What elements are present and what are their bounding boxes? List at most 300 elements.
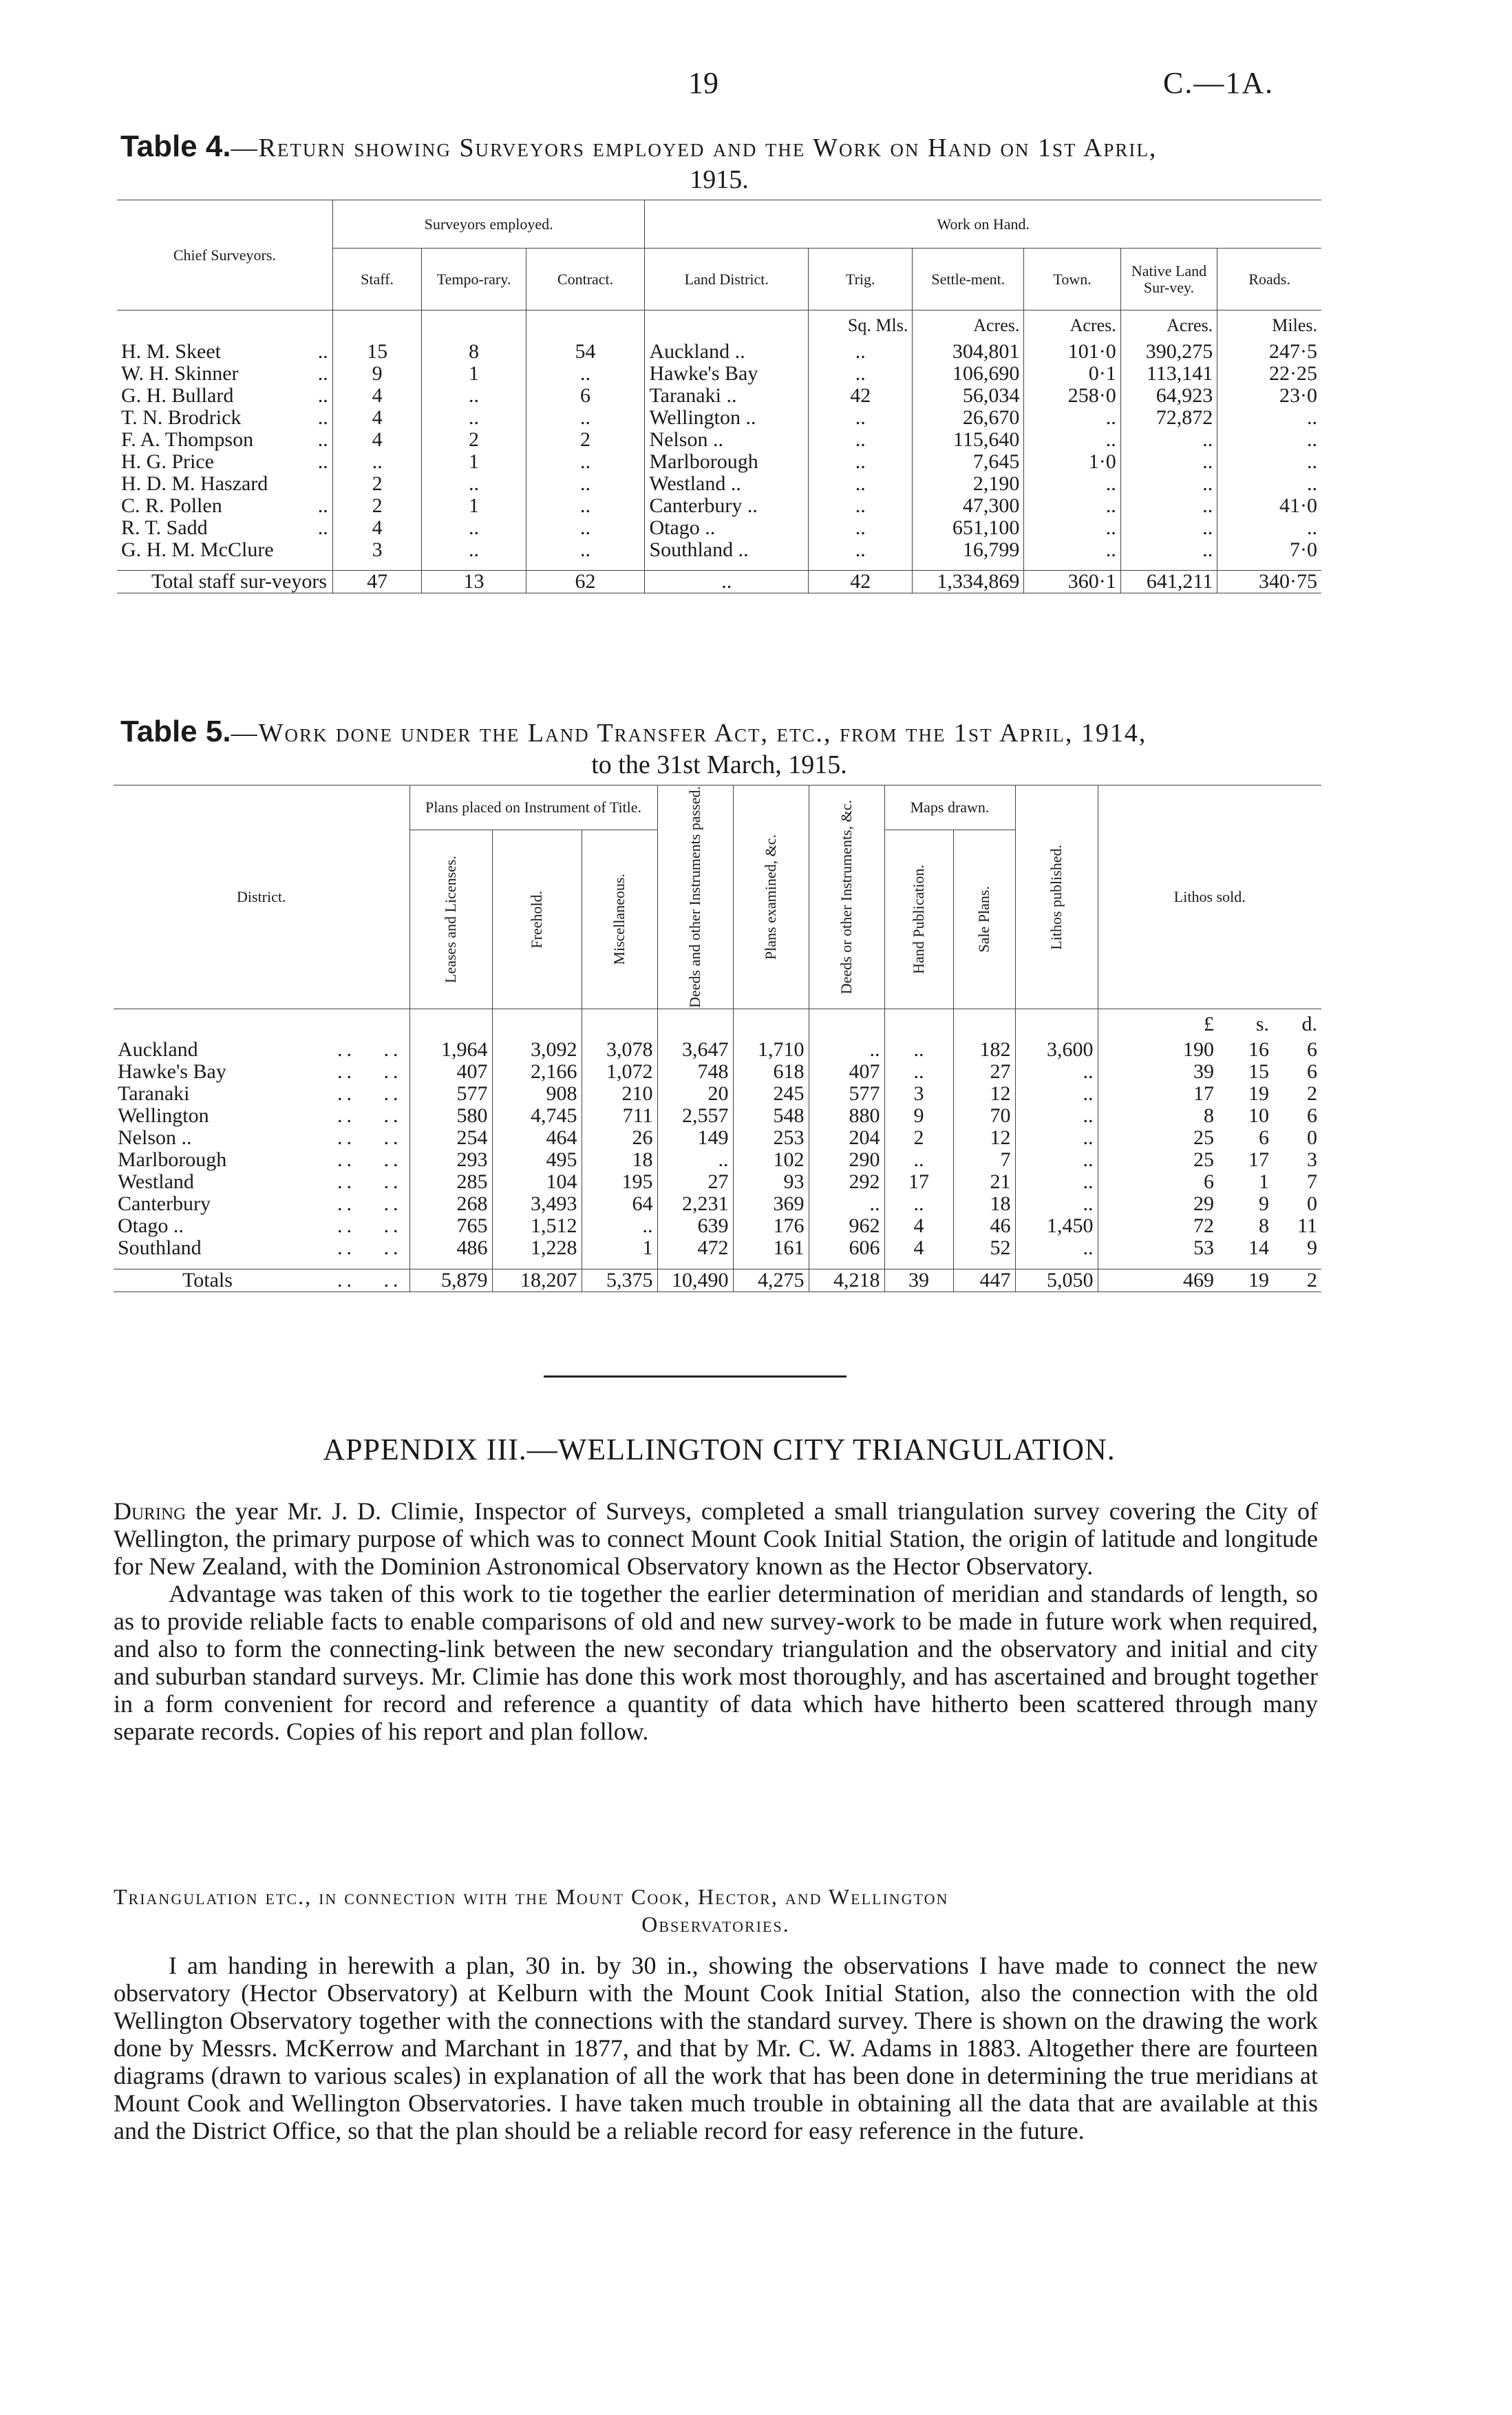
unit-town: Acres. bbox=[1024, 310, 1120, 341]
hand-publication-value: 4 bbox=[884, 1215, 953, 1237]
freehold-value: 908 bbox=[492, 1083, 582, 1105]
trig-value: 42 bbox=[809, 385, 913, 407]
district-name-text: Taranaki bbox=[118, 1082, 190, 1106]
deeds-other-value: 962 bbox=[809, 1215, 884, 1237]
settlement-value: 2,190 bbox=[913, 473, 1024, 495]
lithos-sold-value bbox=[1098, 1105, 1321, 1127]
temporary-count: .. bbox=[422, 473, 526, 495]
col-deeds-other: Deeds or other Instruments, &c. bbox=[838, 799, 855, 995]
miscellaneous-value: 1 bbox=[582, 1237, 657, 1259]
sale-plans-value: 12 bbox=[953, 1127, 1015, 1149]
land-district bbox=[645, 473, 809, 495]
table4 bbox=[117, 200, 1321, 593]
totals-label: Totals .. .. bbox=[114, 1269, 409, 1291]
land-district bbox=[645, 451, 809, 473]
district-name-text: Westland bbox=[118, 1170, 194, 1194]
freehold-value: 3,493 bbox=[492, 1193, 582, 1215]
leases-value: 580 bbox=[409, 1105, 492, 1127]
pence-value: 6 bbox=[1307, 1060, 1317, 1084]
col-deeds-passed: Deeds and other Instruments passed. bbox=[686, 786, 703, 1008]
shillings-value: 19 bbox=[1248, 1268, 1269, 1291]
lithos-published-value: .. bbox=[1015, 1105, 1098, 1127]
table4-row bbox=[117, 451, 1321, 473]
district-name-text: Nelson .. bbox=[118, 1126, 192, 1150]
col-leases-licenses: Leases and Licenses. bbox=[442, 855, 459, 984]
deeds-other-value: 880 bbox=[809, 1105, 884, 1127]
table5-row bbox=[114, 1061, 1321, 1083]
staff-count: 3 bbox=[332, 539, 422, 561]
hand-publication-value: .. bbox=[884, 1039, 953, 1061]
deeds-passed-value: 20 bbox=[657, 1083, 733, 1105]
leader-dots: .. bbox=[738, 538, 749, 561]
district-name-text: Wellington bbox=[118, 1104, 209, 1128]
surveyor-name bbox=[117, 407, 332, 429]
district-name-text: Hawke's Bay bbox=[118, 1060, 226, 1084]
town-value: 1·0 bbox=[1024, 451, 1120, 473]
shillings-value: 1 bbox=[1259, 1170, 1269, 1194]
temporary-count: 8 bbox=[422, 341, 526, 363]
col-settlement: Settle-ment. bbox=[913, 249, 1024, 310]
district-name: Wellington .. .. bbox=[114, 1105, 409, 1127]
roads-value: 41·0 bbox=[1279, 494, 1317, 517]
total-district: .. bbox=[645, 571, 809, 593]
table5 bbox=[114, 785, 1321, 1292]
col-district: District. bbox=[114, 785, 409, 1009]
sale-plans-value: 21 bbox=[953, 1171, 1015, 1193]
surveyor-name bbox=[117, 473, 332, 495]
totals-label-text: Totals bbox=[182, 1268, 233, 1291]
table5-row bbox=[114, 1149, 1321, 1171]
land-district-text: Auckland bbox=[649, 339, 730, 363]
surveyor-name bbox=[117, 517, 332, 539]
deeds-passed-value: 2,231 bbox=[657, 1193, 733, 1215]
shillings-value: 8 bbox=[1259, 1214, 1269, 1238]
roads-value: .. bbox=[1307, 472, 1317, 495]
lithos-published-value: .. bbox=[1015, 1061, 1098, 1083]
table5-row bbox=[114, 1193, 1321, 1215]
leader-dots: .. bbox=[747, 494, 758, 517]
land-district-text: Hawke's Bay bbox=[649, 361, 758, 385]
native-value: 390,275 bbox=[1120, 341, 1217, 363]
plans-examined-value: 618 bbox=[733, 1061, 809, 1083]
group-work-on-hand: Work on Hand. bbox=[645, 200, 1321, 249]
deeds-other-value: 204 bbox=[809, 1127, 884, 1149]
contract-count: 6 bbox=[526, 385, 645, 407]
leader-dots: .. bbox=[745, 405, 756, 429]
pence-value: 6 bbox=[1307, 1104, 1317, 1128]
land-district-text: Westland bbox=[649, 472, 726, 495]
surveyor-name-text: G. H. Bullard bbox=[121, 383, 234, 407]
settlement-value: 56,034 bbox=[913, 385, 1024, 407]
appendix-title: APPENDIX III.—WELLINGTON CITY TRIANGULATION. bbox=[323, 1433, 1116, 1466]
town-value: .. bbox=[1024, 429, 1120, 451]
miscellaneous-value: 26 bbox=[582, 1127, 657, 1149]
shillings-value: 14 bbox=[1248, 1236, 1269, 1260]
deeds-other-value: 606 bbox=[809, 1237, 884, 1259]
pounds-value: 190 bbox=[1183, 1038, 1214, 1062]
native-value: .. bbox=[1120, 495, 1217, 517]
pounds-value: 469 bbox=[1183, 1268, 1214, 1291]
table4-row bbox=[117, 539, 1321, 561]
surveyor-name bbox=[117, 429, 332, 451]
trig-value: .. bbox=[809, 429, 913, 451]
surveyor-name bbox=[117, 495, 332, 517]
col-staff: Staff. bbox=[332, 249, 422, 310]
lithos-published-value: .. bbox=[1015, 1149, 1098, 1171]
surveyor-name-text: H. D. M. Haszard bbox=[121, 472, 268, 495]
freehold-value: 2,166 bbox=[492, 1061, 582, 1083]
trig-value: .. bbox=[809, 517, 913, 539]
shillings-value: 9 bbox=[1259, 1192, 1269, 1216]
native-value: .. bbox=[1120, 473, 1217, 495]
leader-dots: .. bbox=[317, 339, 328, 363]
roads-value: 23·0 bbox=[1279, 383, 1317, 407]
surveyor-name-text: C. R. Pollen bbox=[121, 494, 222, 517]
district-name: Southland .. .. bbox=[114, 1237, 409, 1259]
settlement-value: 651,100 bbox=[913, 517, 1024, 539]
pounds-value: 6 bbox=[1204, 1170, 1214, 1194]
shillings-value: 19 bbox=[1248, 1082, 1269, 1106]
total-hand-publication: 39 bbox=[884, 1269, 953, 1291]
col-trig: Trig. bbox=[809, 249, 913, 310]
hand-publication-value: .. bbox=[884, 1149, 953, 1171]
leader-dots: .. bbox=[317, 361, 328, 385]
table5-row bbox=[114, 1237, 1321, 1259]
total-native: 641,211 bbox=[1120, 571, 1217, 593]
lithos-sold-value bbox=[1098, 1215, 1321, 1237]
staff-count: 9 bbox=[332, 363, 422, 385]
roads-value: .. bbox=[1307, 450, 1317, 473]
leases-value: 293 bbox=[409, 1149, 492, 1171]
district-name-text: Marlborough bbox=[118, 1148, 227, 1172]
trig-value: .. bbox=[809, 473, 913, 495]
town-value: .. bbox=[1024, 407, 1120, 429]
col-lithos-sold: Lithos sold. bbox=[1098, 785, 1321, 1009]
freehold-value: 3,092 bbox=[492, 1039, 582, 1061]
settlement-value: 7,645 bbox=[913, 451, 1024, 473]
deeds-passed-value: .. bbox=[657, 1149, 733, 1171]
unit-pence: d. bbox=[1301, 1012, 1317, 1035]
roads-value: 22·25 bbox=[1269, 361, 1317, 385]
group-surveyors-employed: Surveyors employed. bbox=[332, 200, 645, 249]
district-name-text: Otago .. bbox=[118, 1214, 184, 1238]
leases-value: 407 bbox=[409, 1061, 492, 1083]
land-district bbox=[645, 539, 809, 561]
contract-count: .. bbox=[526, 451, 645, 473]
native-value: .. bbox=[1120, 429, 1217, 451]
hand-publication-value: 2 bbox=[884, 1127, 953, 1149]
native-value: 113,141 bbox=[1120, 363, 1217, 385]
pence-value: 11 bbox=[1297, 1214, 1317, 1238]
deeds-passed-value: 639 bbox=[657, 1215, 733, 1237]
table4-label: Table 4. bbox=[120, 129, 231, 163]
col-native-land-survey: Native Land Sur-vey. bbox=[1120, 249, 1217, 310]
pounds-value: 25 bbox=[1193, 1126, 1214, 1150]
town-value: .. bbox=[1024, 539, 1120, 561]
temporary-count: .. bbox=[422, 539, 526, 561]
table4-row bbox=[117, 473, 1321, 495]
total-town: 360·1 bbox=[1024, 571, 1120, 593]
lithos-published-value: .. bbox=[1015, 1193, 1098, 1215]
unit-trig: Sq. Mls. bbox=[809, 310, 913, 341]
paragraph-1-lead: During bbox=[114, 1497, 187, 1525]
staff-count: 4 bbox=[332, 407, 422, 429]
freehold-value: 1,228 bbox=[492, 1237, 582, 1259]
land-district bbox=[645, 363, 809, 385]
table5-row bbox=[114, 1105, 1321, 1127]
roads-value: .. bbox=[1307, 428, 1317, 451]
land-district-text: Nelson bbox=[649, 428, 708, 451]
settlement-value: 304,801 bbox=[913, 341, 1024, 363]
contract-count: .. bbox=[526, 407, 645, 429]
paragraph-2: Advantage was taken of this work to tie together the earlier determination of meridian and standards of length, so as to provide reliable facts to enable comparisons of old and new survey-work to be made in future work when required, and also to form the connecting-link between the new secondary triangulation and the observatory and initial and city and suburban standard surveys. Mr. Climie has done this work most thoroughly, and has ascertained and brought together in a form convenient for record and reference a quantity of data which have hitherto been scattered through many separate records. Copies of his report and plan follow. bbox=[114, 1580, 1318, 1745]
total-sale-plans: 447 bbox=[953, 1269, 1015, 1291]
pence-value: 9 bbox=[1307, 1236, 1317, 1260]
contract-count: .. bbox=[526, 363, 645, 385]
land-district bbox=[645, 407, 809, 429]
lithos-published-value: .. bbox=[1015, 1237, 1098, 1259]
leader-dots: .. bbox=[317, 428, 328, 451]
table4-row bbox=[117, 407, 1321, 429]
lithos-published-value: .. bbox=[1015, 1171, 1098, 1193]
staff-count: 2 bbox=[332, 473, 422, 495]
contract-count: .. bbox=[526, 517, 645, 539]
freehold-value: 104 bbox=[492, 1171, 582, 1193]
leader-dots: .. bbox=[317, 450, 328, 473]
deeds-passed-value: 3,647 bbox=[657, 1039, 733, 1061]
pence-value: 6 bbox=[1307, 1038, 1317, 1062]
deeds-passed-value: 149 bbox=[657, 1127, 733, 1149]
leader-dots: .. bbox=[726, 383, 737, 407]
miscellaneous-value: 1,072 bbox=[582, 1061, 657, 1083]
total-label: Total staff sur-veyors bbox=[117, 571, 332, 593]
total-plans-examined: 4,275 bbox=[733, 1269, 809, 1291]
table5-caption-line1: —Work done under the Land Transfer Act, etc., from the 1st April, 1914, bbox=[231, 719, 1147, 748]
table4-total-row bbox=[117, 571, 1321, 593]
col-chief-surveyors: Chief Surveyors. bbox=[117, 200, 332, 310]
col-temporary: Tempo-rary. bbox=[422, 249, 526, 310]
col-miscellaneous: Miscellaneous. bbox=[610, 874, 628, 965]
table5-caption bbox=[120, 716, 1318, 781]
freehold-value: 464 bbox=[492, 1127, 582, 1149]
table5-total-row bbox=[114, 1269, 1321, 1291]
heading-line-1: Triangulation etc., in connection with the Mount Cook, Hector, and Wellington bbox=[114, 1884, 949, 1909]
miscellaneous-value: 18 bbox=[582, 1149, 657, 1171]
trig-value: .. bbox=[809, 451, 913, 473]
hand-publication-value: 3 bbox=[884, 1083, 953, 1105]
lithos-published-value: 1,450 bbox=[1015, 1215, 1098, 1237]
miscellaneous-value: .. bbox=[582, 1215, 657, 1237]
lithos-sold-value bbox=[1098, 1193, 1321, 1215]
miscellaneous-value: 711 bbox=[582, 1105, 657, 1127]
contract-count: .. bbox=[526, 473, 645, 495]
town-value: .. bbox=[1024, 473, 1120, 495]
sale-plans-value: 182 bbox=[953, 1039, 1015, 1061]
surveyor-name-text: T. N. Brodrick bbox=[121, 405, 242, 429]
total-freehold: 18,207 bbox=[492, 1269, 582, 1291]
district-name-text: Auckland bbox=[118, 1038, 198, 1062]
sale-plans-value: 46 bbox=[953, 1215, 1015, 1237]
staff-count: 4 bbox=[332, 385, 422, 407]
miscellaneous-value: 3,078 bbox=[582, 1039, 657, 1061]
total-lithos-published: 5,050 bbox=[1015, 1269, 1098, 1291]
contract-count: .. bbox=[526, 495, 645, 517]
trig-value: .. bbox=[809, 407, 913, 429]
freehold-value: 1,512 bbox=[492, 1215, 582, 1237]
native-value: .. bbox=[1120, 451, 1217, 473]
contract-count: 2 bbox=[526, 429, 645, 451]
district-name: Canterbury .. .. bbox=[114, 1193, 409, 1215]
col-sale-plans: Sale Plans. bbox=[975, 886, 992, 953]
plans-examined-value: 253 bbox=[733, 1127, 809, 1149]
pounds-value: 29 bbox=[1193, 1192, 1214, 1216]
total-deeds-passed: 10,490 bbox=[657, 1269, 733, 1291]
lithos-published-value: .. bbox=[1015, 1127, 1098, 1149]
freehold-value: 495 bbox=[492, 1149, 582, 1171]
surveyor-name bbox=[117, 363, 332, 385]
plans-examined-value: 548 bbox=[733, 1105, 809, 1127]
total-temporary: 13 bbox=[422, 571, 526, 593]
deeds-other-value: 407 bbox=[809, 1061, 884, 1083]
pence-value: 0 bbox=[1307, 1192, 1317, 1216]
hand-publication-value: .. bbox=[884, 1061, 953, 1083]
leases-value: 765 bbox=[409, 1215, 492, 1237]
table4-row bbox=[117, 341, 1321, 363]
pence-value: 3 bbox=[1307, 1148, 1317, 1172]
freehold-value: 4,745 bbox=[492, 1105, 582, 1127]
land-district bbox=[645, 385, 809, 407]
unit-pounds: £ bbox=[1204, 1012, 1214, 1035]
lithos-sold-value bbox=[1098, 1171, 1321, 1193]
native-value: 72,872 bbox=[1120, 407, 1217, 429]
table5-caption-line2: to the 31st March, 1915. bbox=[591, 750, 847, 779]
shillings-value: 15 bbox=[1248, 1060, 1269, 1084]
col-plans-examined: Plans examined, &c. bbox=[762, 834, 779, 960]
trig-value: .. bbox=[809, 341, 913, 363]
roads-value: 7·0 bbox=[1290, 538, 1317, 561]
table4-caption-line2: 1915. bbox=[690, 165, 749, 194]
pence-value: 2 bbox=[1307, 1082, 1317, 1106]
total-staff: 47 bbox=[332, 571, 422, 593]
land-district-text: Otago bbox=[649, 516, 700, 539]
paragraph-1-text: the year Mr. J. D. Climie, Inspector of Surveys, completed a small triangulation survey covering the City of Wellington, the primary purpose of which was to connect Mount Cook Initial Station, the origin of latitude and longitude for New Zealand, with the Dominion Astronomical Observatory known as the Hector Observatory. bbox=[114, 1497, 1318, 1580]
surveyor-name bbox=[117, 539, 332, 561]
contract-count: 54 bbox=[526, 341, 645, 363]
roads-value: .. bbox=[1307, 405, 1317, 429]
surveyor-name-text: G. H. M. McClure bbox=[121, 538, 274, 561]
settlement-value: 47,300 bbox=[913, 495, 1024, 517]
total-settlement: 1,334,869 bbox=[913, 571, 1024, 593]
series-code: C.—1A. bbox=[1163, 66, 1275, 100]
hand-publication-value: 17 bbox=[884, 1171, 953, 1193]
leases-value: 1,964 bbox=[409, 1039, 492, 1061]
staff-count: 2 bbox=[332, 495, 422, 517]
heading-line-2: Observatories. bbox=[641, 1912, 790, 1937]
pounds-value: 53 bbox=[1193, 1236, 1214, 1260]
lithos-published-value: .. bbox=[1015, 1083, 1098, 1105]
surveyor-name bbox=[117, 385, 332, 407]
miscellaneous-value: 195 bbox=[582, 1171, 657, 1193]
staff-count: .. bbox=[332, 451, 422, 473]
deeds-passed-value: 472 bbox=[657, 1237, 733, 1259]
surveyor-name-text: R. T. Sadd bbox=[121, 516, 208, 539]
lithos-published-value: 3,600 bbox=[1015, 1039, 1098, 1061]
paragraph-3: I am handing in herewith a plan, 30 in. by 30 in., showing the observations I have made to connect the new observatory (Hector Observatory) at Kelburn with the Mount Cook Initial Station, also the connection with the old Wellington Observatory together with the connections with the standard survey. There is shown on the drawing the work done by Messrs. McKerrow and Marchant in 1877, and that by Mr. C. W. Adams in 1883. Altogether there are fourteen diagrams (drawn to various scales) in explanation of all the work that has been done in determining the true meridians at Mount Cook and Wellington Observatories. I have taken much trouble in obtaining all the data that are available at this and the District Office, so that the plan should be a reliable record for easy reference in the future. bbox=[114, 1952, 1318, 2144]
table5-row bbox=[114, 1215, 1321, 1237]
deeds-passed-value: 27 bbox=[657, 1171, 733, 1193]
col-roads: Roads. bbox=[1248, 270, 1290, 288]
table5-row bbox=[114, 1171, 1321, 1193]
deeds-other-value: 292 bbox=[809, 1171, 884, 1193]
deeds-passed-value: 748 bbox=[657, 1061, 733, 1083]
miscellaneous-value: 210 bbox=[582, 1083, 657, 1105]
miscellaneous-value: 64 bbox=[582, 1193, 657, 1215]
sale-plans-value: 52 bbox=[953, 1237, 1015, 1259]
table5-row bbox=[114, 1083, 1321, 1105]
pounds-value: 25 bbox=[1193, 1148, 1214, 1172]
leader-dots: .. bbox=[317, 405, 328, 429]
unit-shillings: s. bbox=[1255, 1012, 1269, 1035]
col-town: Town. bbox=[1024, 249, 1120, 310]
plans-examined-value: 1,710 bbox=[733, 1039, 809, 1061]
pence-value: 0 bbox=[1307, 1126, 1317, 1150]
deeds-passed-value: 2,557 bbox=[657, 1105, 733, 1127]
table5-row bbox=[114, 1039, 1321, 1061]
district-name: Westland .. .. bbox=[114, 1171, 409, 1193]
leader-dots: .. bbox=[705, 516, 716, 539]
staff-count: 15 bbox=[332, 341, 422, 363]
leader-dots: .. bbox=[730, 472, 741, 495]
lithos-sold-value bbox=[1098, 1127, 1321, 1149]
table4-caption-line1: —Return showing Surveyors employed and the Work on Hand on 1st April, bbox=[231, 134, 1158, 162]
lithos-sold-value bbox=[1098, 1039, 1321, 1061]
report-text bbox=[114, 1952, 1318, 2144]
plans-examined-value: 245 bbox=[733, 1083, 809, 1105]
leader-dots: .. bbox=[712, 428, 723, 451]
unit-settlement: Acres. bbox=[913, 310, 1024, 341]
table4-row bbox=[117, 495, 1321, 517]
surveyor-name-text: F. A. Thompson bbox=[121, 428, 254, 451]
leases-value: 285 bbox=[409, 1171, 492, 1193]
district-name: Otago .. .. .. bbox=[114, 1215, 409, 1237]
temporary-count: .. bbox=[422, 407, 526, 429]
plans-examined-value: 369 bbox=[733, 1193, 809, 1215]
town-value: 258·0 bbox=[1024, 385, 1120, 407]
col-lithos-published: Lithos published. bbox=[1047, 844, 1065, 950]
appendix-intro bbox=[114, 1497, 1318, 1745]
lithos-sold-value bbox=[1098, 1149, 1321, 1171]
triangulation-heading bbox=[114, 1883, 1318, 1938]
settlement-value: 115,640 bbox=[913, 429, 1024, 451]
plans-examined-value: 102 bbox=[733, 1149, 809, 1171]
pounds-value: 17 bbox=[1193, 1082, 1214, 1106]
temporary-count: 1 bbox=[422, 363, 526, 385]
shillings-value: 6 bbox=[1259, 1126, 1269, 1150]
district-name: Marlborough .. .. bbox=[114, 1149, 409, 1171]
table5-label: Table 5. bbox=[120, 715, 231, 748]
land-district-text: Marlborough bbox=[649, 450, 758, 473]
surveyor-name bbox=[117, 341, 332, 363]
temporary-count: 1 bbox=[422, 451, 526, 473]
staff-count: 4 bbox=[332, 429, 422, 451]
hand-publication-value: 9 bbox=[884, 1105, 953, 1127]
leader-dots: .. bbox=[317, 516, 328, 539]
total-deeds-other: 4,218 bbox=[809, 1269, 884, 1291]
table5-row bbox=[114, 1127, 1321, 1149]
leases-value: 268 bbox=[409, 1193, 492, 1215]
land-district-text: Southland bbox=[649, 538, 734, 561]
sale-plans-value: 70 bbox=[953, 1105, 1015, 1127]
